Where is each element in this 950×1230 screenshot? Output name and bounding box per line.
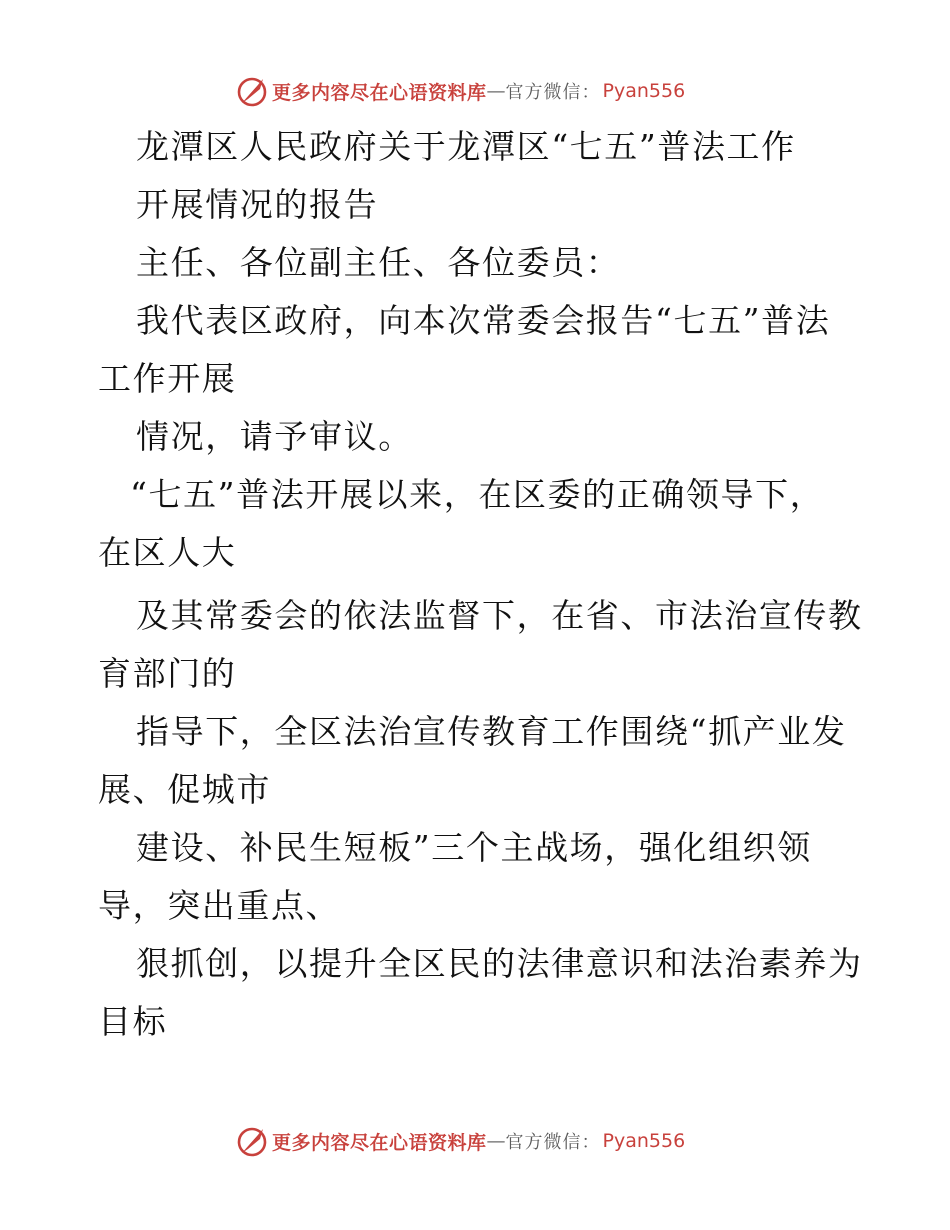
quill-logo-icon <box>236 75 268 107</box>
body-line: 指导下，全区法治宣传教育工作围绕“抓产业发 <box>136 712 847 751</box>
body-line: “七五”普法开展以来，在区委的正确领导下， <box>130 475 825 514</box>
footer-watermark <box>236 1124 685 1158</box>
body-line: 在区人大 <box>98 533 237 572</box>
body-line: 我代表区政府，向本次常委会报告“七五”普法 <box>136 301 831 340</box>
watermark-dash: — <box>486 1130 506 1152</box>
document-title-line-2: 开展情况的报告 <box>136 185 379 224</box>
body-line: 狠抓创，以提升全区民的法律意识和法治素养为 <box>136 944 863 983</box>
body-line: 导，突出重点、 <box>98 886 341 925</box>
body-line: 目标 <box>98 1002 168 1041</box>
body-line: 情况，请予审议。 <box>136 417 413 456</box>
body-line: 展、促城市 <box>98 770 271 809</box>
header-watermark <box>236 74 685 108</box>
quill-logo-icon <box>236 1125 268 1157</box>
watermark-site-text: 更多内容尽在心语资料库 <box>272 1131 487 1154</box>
salutation: 主任、各位副主任、各位委员： <box>136 243 621 282</box>
body-line: 育部门的 <box>98 654 237 693</box>
watermark-official-label: 官方微信： <box>505 1132 601 1153</box>
watermark-account-id: Pyan556 <box>602 1130 686 1152</box>
watermark-official-label: 官方微信： <box>505 82 601 103</box>
document-title-line-1: 龙潭区人民政府关于龙潭区“七五”普法工作 <box>136 127 796 166</box>
watermark-account-id: Pyan556 <box>602 80 686 102</box>
body-line: 及其常委会的依法监督下，在省、市法治宣传教 <box>136 596 863 635</box>
watermark-dash: — <box>486 80 506 102</box>
watermark-site-text: 更多内容尽在心语资料库 <box>272 81 487 104</box>
body-line: 工作开展 <box>98 359 237 398</box>
body-line: 建设、补民生短板”三个主战场，强化组织领 <box>136 828 812 867</box>
